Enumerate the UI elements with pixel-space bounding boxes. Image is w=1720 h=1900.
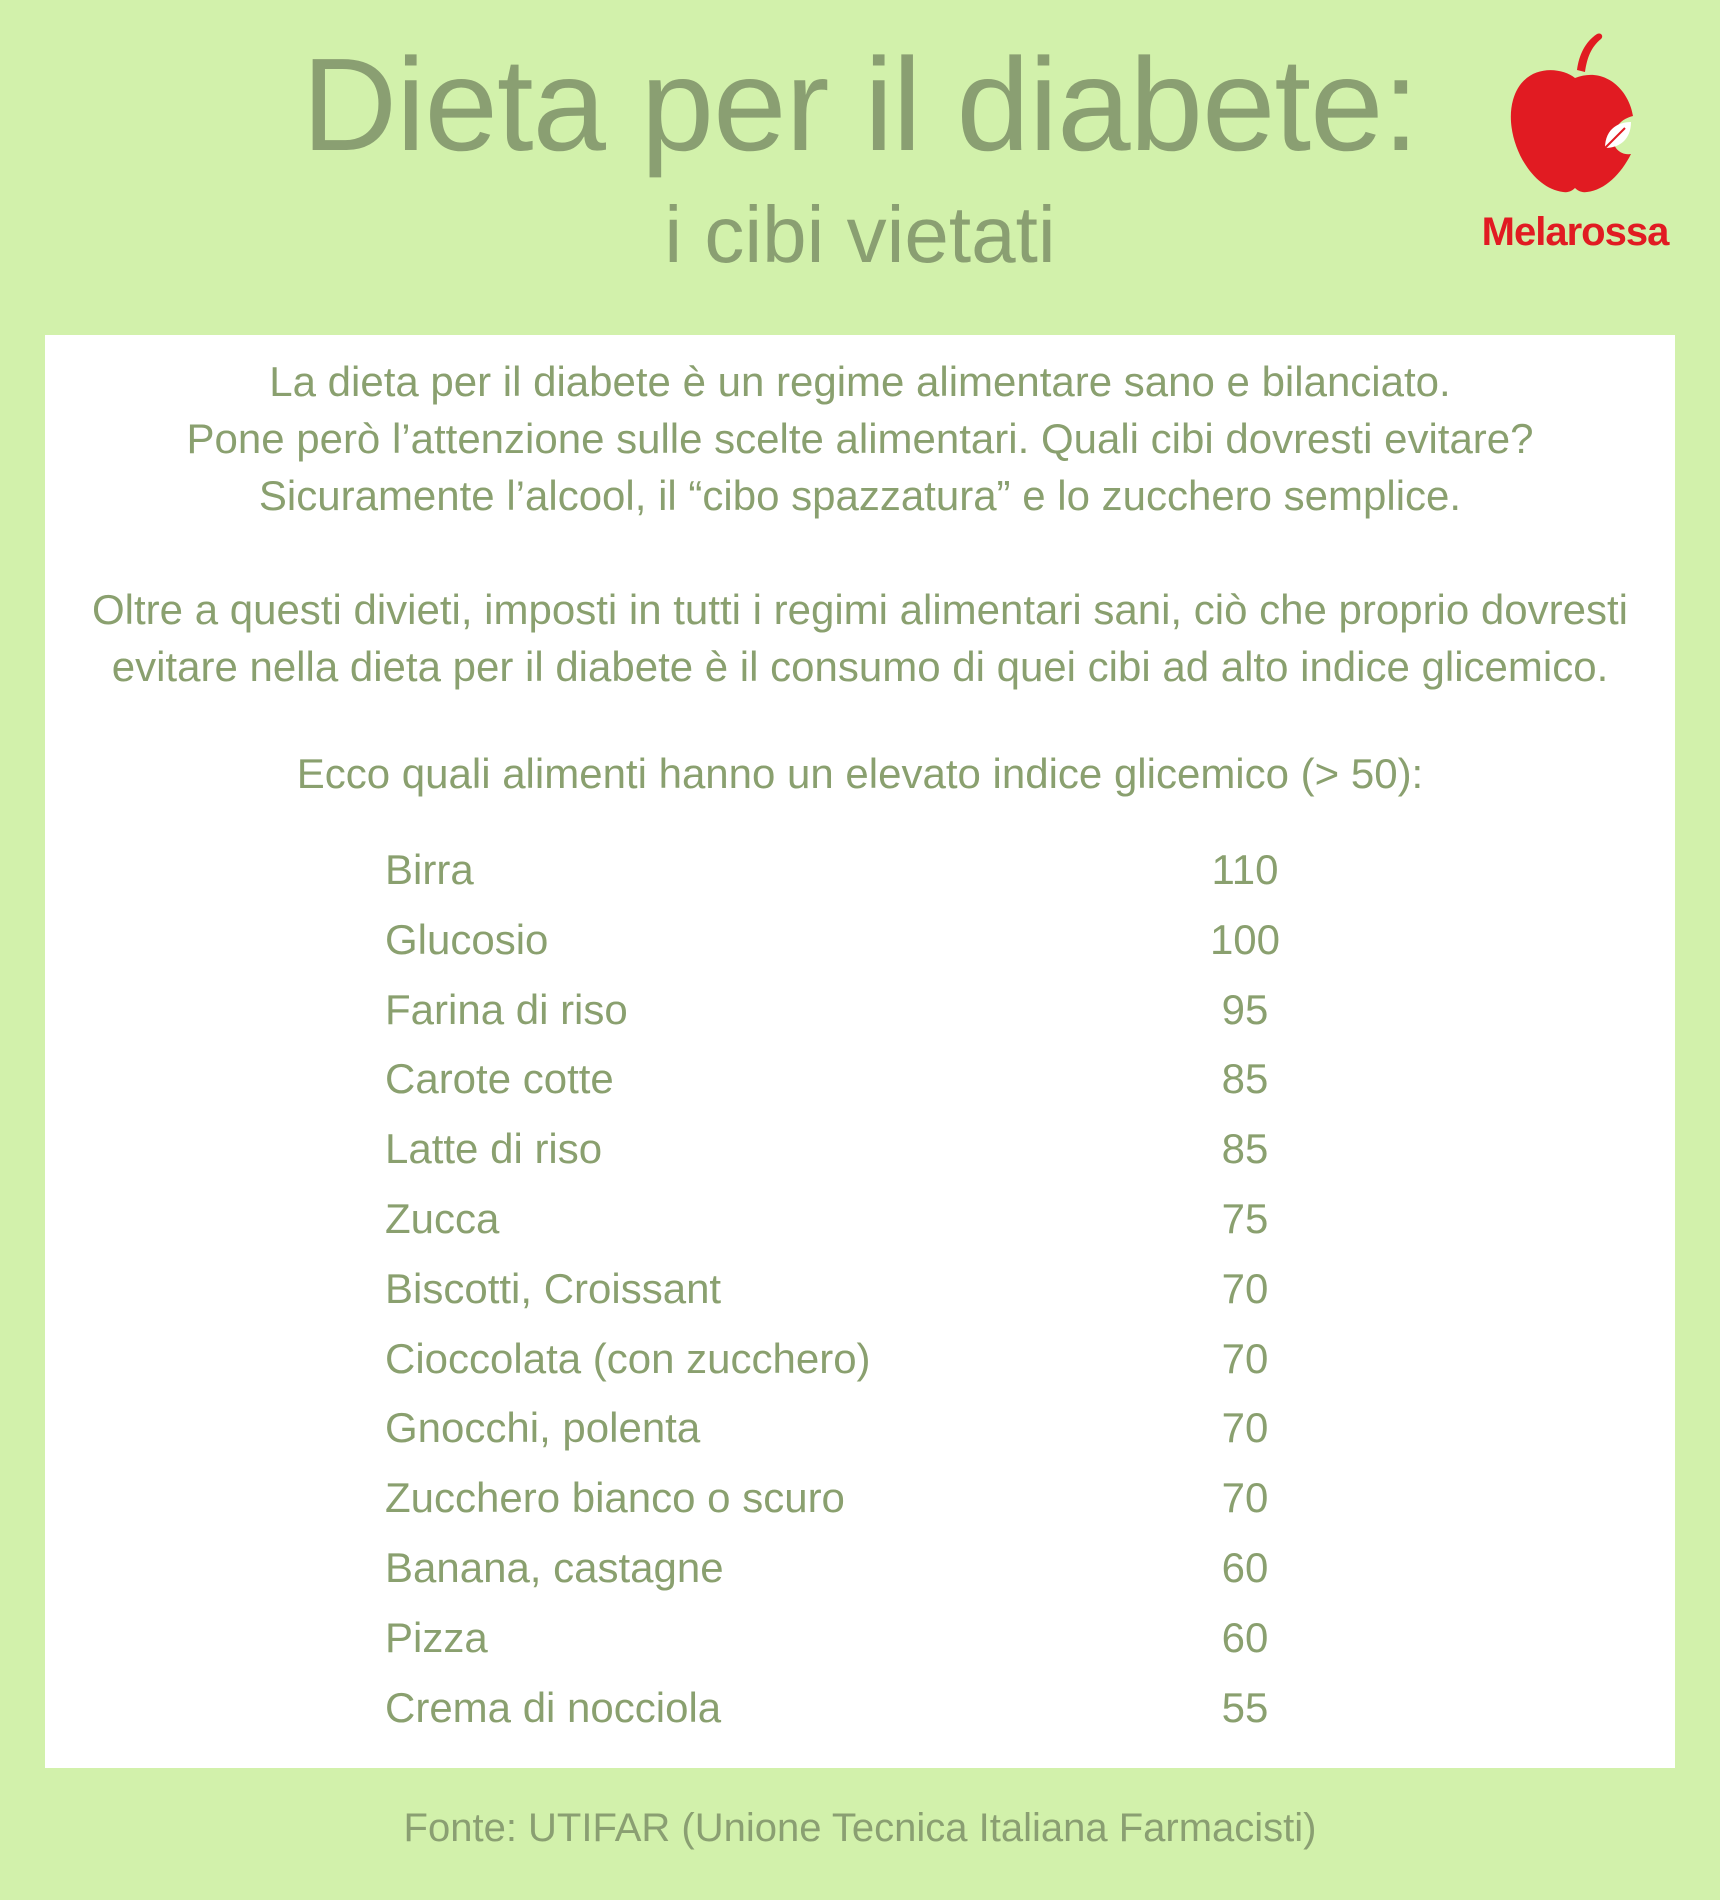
table-row xyxy=(385,1044,1345,1114)
food-name: Glucosio xyxy=(385,915,549,963)
glycemic-index-table xyxy=(385,835,1345,1742)
intro-paragraph-2 xyxy=(45,581,1675,695)
brand-name: Melarossa xyxy=(1481,210,1669,254)
intro-line: Pone però l’attenzione sulle scelte alimentari. Quali cibi dovresti evitare? xyxy=(186,415,1534,462)
table-intro-line: Ecco quali alimenti hanno un elevato indice glicemico (> 50): xyxy=(296,750,1424,797)
food-name: Zucchero bianco o scuro xyxy=(385,1474,845,1522)
table-row xyxy=(385,1254,1345,1324)
food-value: 95 xyxy=(1221,985,1269,1033)
food-name: Zucca xyxy=(385,1194,500,1242)
food-value: 70 xyxy=(1221,1264,1269,1312)
page-subtitle: i cibi vietati xyxy=(664,190,1056,279)
food-name: Banana, castagne xyxy=(385,1543,724,1591)
table-row xyxy=(385,1673,1345,1743)
page-title: Dieta per il diabete: xyxy=(301,31,1419,178)
food-value: 60 xyxy=(1221,1543,1269,1591)
food-name: Crema di nocciola xyxy=(385,1683,722,1731)
table-row xyxy=(385,1324,1345,1394)
intro-line: evitare nella dieta per il diabete è il consumo di quei cibi ad alto indice glicemico. xyxy=(111,643,1609,690)
intro-line: La dieta per il diabete è un regime alimentare sano e bilanciato. xyxy=(269,358,1451,405)
food-value: 55 xyxy=(1221,1683,1269,1731)
content-panel xyxy=(45,335,1675,1768)
brand-logo[interactable] xyxy=(1455,30,1695,260)
intro-line: Sicuramente l’alcool, il “cibo spazzatura” e lo zucchero semplice. xyxy=(258,472,1462,519)
table-row xyxy=(385,1114,1345,1184)
food-value: 85 xyxy=(1221,1055,1269,1103)
table-row xyxy=(385,1393,1345,1463)
intro-paragraph-1 xyxy=(45,353,1675,524)
food-name: Farina di riso xyxy=(385,985,628,1033)
header xyxy=(0,0,1720,330)
food-name: Cioccolata (con zucchero) xyxy=(385,1334,871,1382)
table-row xyxy=(385,835,1345,905)
table-row xyxy=(385,975,1345,1045)
food-value: 70 xyxy=(1221,1474,1269,1522)
food-value: 110 xyxy=(1211,846,1279,893)
food-name: Latte di riso xyxy=(385,1125,603,1173)
table-row xyxy=(385,1533,1345,1603)
food-value: 60 xyxy=(1221,1613,1269,1661)
food-name: Carote cotte xyxy=(385,1055,614,1103)
apple-icon xyxy=(1505,30,1645,200)
food-value: 70 xyxy=(1221,1334,1269,1382)
food-name: Pizza xyxy=(385,1613,488,1661)
table-intro xyxy=(45,745,1675,802)
food-value: 85 xyxy=(1221,1125,1269,1173)
intro-line: Oltre a questi divieti, imposti in tutti i regimi alimentari sani, ciò che proprio dovresti xyxy=(92,586,1628,633)
food-name: Gnocchi, polenta xyxy=(385,1404,701,1452)
table-row xyxy=(385,905,1345,975)
food-value: 70 xyxy=(1221,1404,1269,1452)
food-name: Biscotti, Croissant xyxy=(385,1264,722,1312)
food-value: 75 xyxy=(1221,1194,1269,1242)
food-name: Birra xyxy=(385,846,474,893)
table-row xyxy=(385,1603,1345,1673)
food-value: 100 xyxy=(1209,915,1281,963)
table-row xyxy=(385,1463,1345,1533)
table-row xyxy=(385,1184,1345,1254)
source-citation: Fonte: UTIFAR (Unione Tecnica Italiana Farmacisti) xyxy=(403,1806,1317,1850)
